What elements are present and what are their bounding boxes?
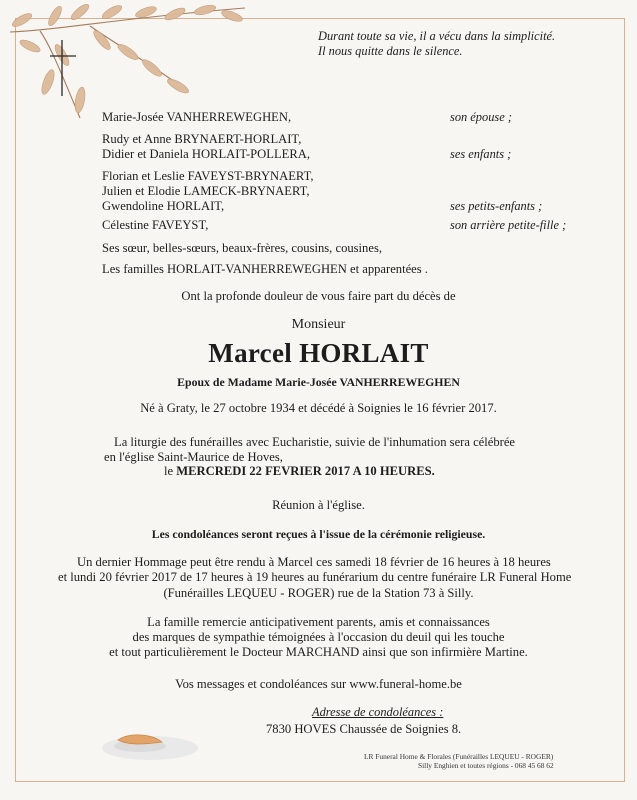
family-great-grandchild: Célestine FAVEYST,: [102, 218, 209, 232]
spouse-of: Epoux de Madame Marie-Josée VANHERREWEGHEN: [177, 375, 460, 389]
announcement-intro: Ont la profonde douleur de vous faire part du décès de: [181, 289, 456, 303]
role-wife: son épouse ;: [450, 110, 512, 124]
footer-contact: Silly Enghien et toutes régions - 068 45 68 62: [418, 761, 554, 770]
thanks-line-2: des marques de sympathie témoignées à l'occasion du deuil qui les touche: [132, 630, 505, 644]
family-related: Les familles HORLAIT-VANHERREWEGHEN et apparentées .: [102, 262, 428, 276]
funeral-date-value: MERCREDI 22 FEVRIER 2017 A 10 HEURES.: [176, 464, 435, 478]
thanks-line-1: La famille remercie anticipativement parents, amis et connaissances: [147, 615, 490, 629]
funeral-date: [164, 464, 435, 479]
address-value: 7830 HOVES Chaussée de Soignies 8.: [266, 722, 462, 736]
funeral-line-2: en l'église Saint-Maurice de Hoves,: [104, 450, 283, 464]
birth-death-info: Né à Graty, le 27 octobre 1934 et décédé à Soignies le 16 février 2017.: [140, 401, 497, 415]
family-child: Didier et Daniela HORLAIT-POLLERA,: [102, 147, 310, 161]
thanks-line-3: et tout particulièrement le Docteur MARCHAND ainsi que son infirmière Martine.: [109, 645, 528, 659]
family-wife: Marie-Josée VANHERREWEGHEN,: [102, 110, 292, 124]
funeral-line-1: La liturgie des funérailles avec Eucharistie, suivie de l'inhumation sera célébrée: [114, 435, 516, 449]
family-grandchild: Julien et Elodie LAMECK-BRYNAERT,: [102, 184, 310, 198]
homage-line-3: (Funérailles LEQUEU - ROGER) rue de la Station 73 à Silly.: [163, 586, 474, 600]
quote-line-2: Il nous quitte dans le silence.: [318, 44, 463, 58]
deceased-name: Marcel HORLAIT: [208, 338, 429, 368]
messages-website: Vos messages et condoléances sur www.funeral-home.be: [175, 677, 462, 691]
role-children: ses enfants ;: [450, 147, 512, 161]
homage-line-1: Un dernier Hommage peut être rendu à Marcel ces samedi 18 février de 16 heures à 18 heures: [77, 555, 551, 569]
funeral-gathering: Réunion à l'église.: [272, 498, 365, 512]
deceased-title: Monsieur: [291, 317, 346, 332]
family-child: Rudy et Anne BRYNAERT-HORLAIT,: [102, 132, 302, 146]
role-grandchildren: ses petits-enfants ;: [450, 199, 543, 213]
quote-line-1: Durant toute sa vie, il a vécu dans la simplicité.: [318, 29, 556, 43]
floating-leaf-icon: [100, 720, 250, 770]
footer-company: LR Funeral Home & Florales (Funérailles LEQUEU - ROGER): [364, 752, 554, 761]
epitaph-quote: [318, 29, 618, 59]
address-label: Adresse de condoléances :: [312, 705, 444, 719]
homage-line-2: et lundi 20 février 2017 de 17 heures à 19 heures au funérarium du centre funéraire LR Funeral Home: [58, 570, 572, 584]
funeral-date-prefix: le: [164, 464, 174, 478]
family-grandchild: Florian et Leslie FAVEYST-BRYNAERT,: [102, 169, 314, 183]
family-grandchild: Gwendoline HORLAIT,: [102, 199, 225, 213]
role-great-grandchild: son arrière petite-fille ;: [450, 218, 567, 232]
family-siblings: Ses sœur, belles-sœurs, beaux-frères, cousins, cousines,: [102, 241, 382, 255]
condolences-notice: Les condoléances seront reçues à l'issue de la cérémonie religieuse.: [151, 527, 486, 541]
